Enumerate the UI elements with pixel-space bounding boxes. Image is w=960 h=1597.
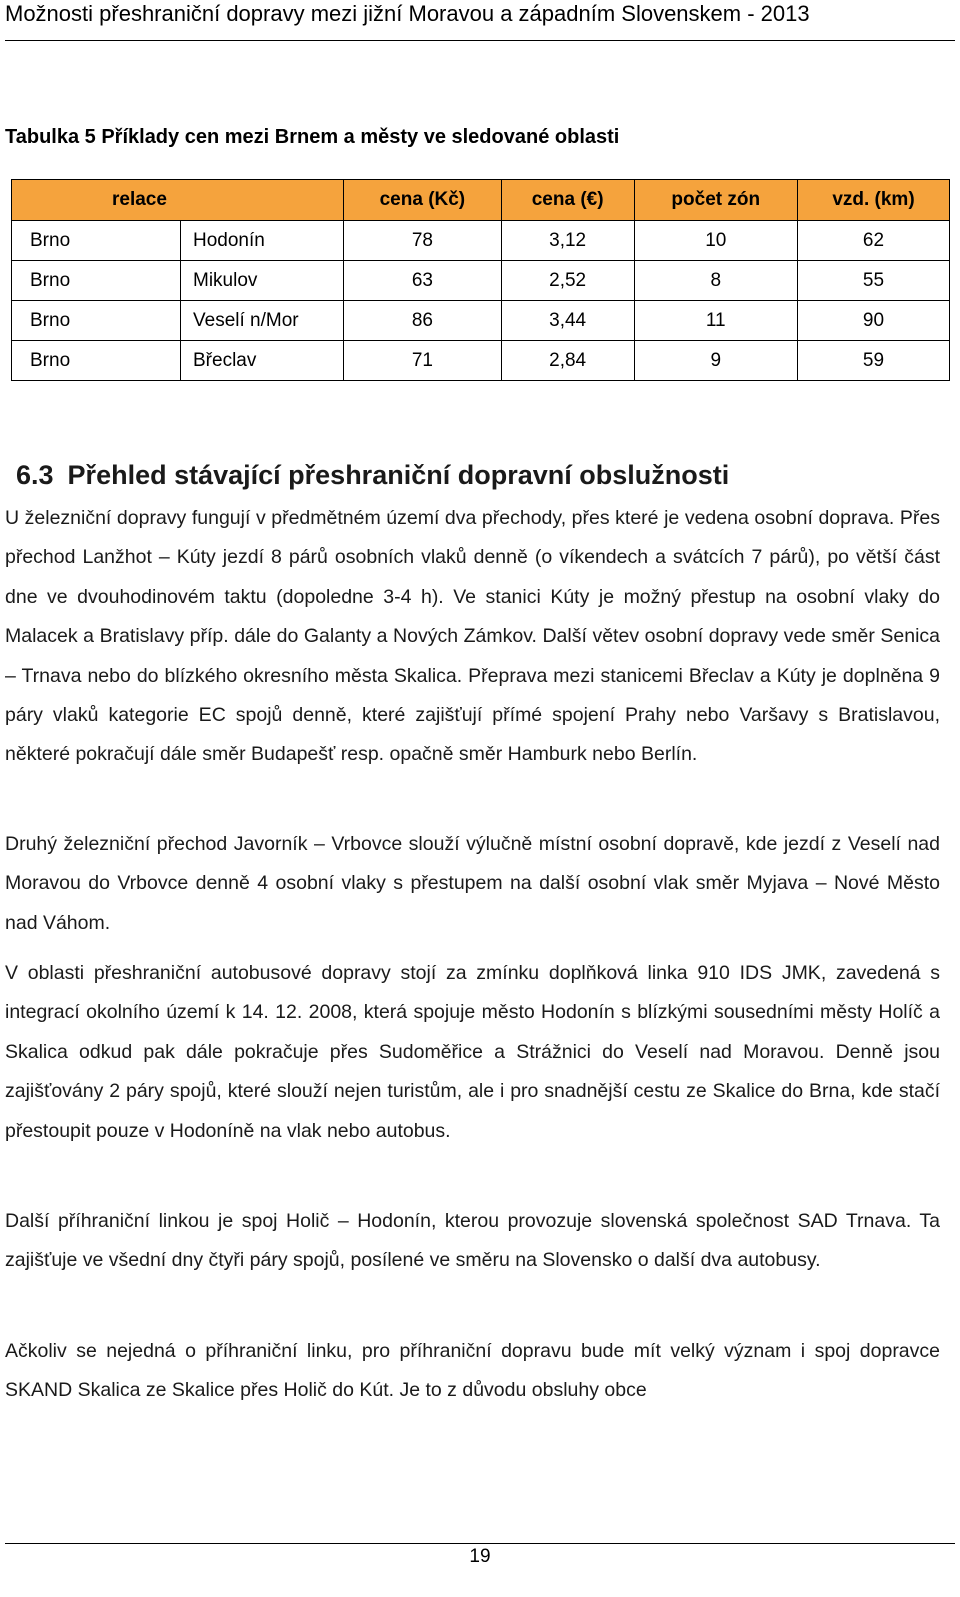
paragraph-holic-hodonin-line: Další příhraniční linkou je spoj Holič – Hodonín, kterou provozuje slovenská společnost SAD Trnava. Ta zajišťuje ve všední dny čtyři páry spojů, posílené ve směru na Slovensko o další dva autobusy. (5, 1210, 940, 1272)
cell-price-czk: 78 (344, 221, 502, 261)
paragraph-rail-crossings: U železniční dopravy fungují v předmětném území dva přechody, přes které je vedena osobní doprava. Přes přechod Lanžhot – Kúty jezdí 8 párů osobních vlaků denně (o víkendech a svátcích 7 párů), po větší část dne ve dvouhodinovém taktu (dopoledne 3-4 h). Ve stanici Kúty je možný přestup na osobní vlaky do Malacek a Bratislavy příp. dále do Galanty a Nových Zámkov. Další větev osobní dopravy vede směr Senica – Trnava nebo do blízkého okresního města Skalica. Přeprava mezi stanicemi Břeclav a Kúty je doplněna 9 páry vlaků kategorie EC spojů denně, které zajišťují přímé spojení Prahy nebo Varšavy s Bratislavou, některé pokračují dále směr Budapešť resp. opačně směr Hamburk nebo Berlín. (5, 507, 940, 766)
cell-distance: 90 (798, 301, 950, 341)
table-row (12, 301, 950, 341)
cell-origin: Brno (12, 301, 181, 341)
cell-destination: Břeclav (181, 341, 344, 381)
cell-price-eur: 2,52 (501, 261, 634, 301)
cell-price-eur: 3,12 (501, 221, 634, 261)
cell-origin: Brno (12, 261, 181, 301)
cell-price-eur: 3,44 (501, 301, 634, 341)
column-header-price-czk: cena (Kč) (344, 180, 502, 221)
cell-zones: 10 (634, 221, 797, 261)
section-title: Přehled stávající přeshraniční dopravní obslužnosti (67, 460, 730, 490)
cell-price-czk: 71 (344, 341, 502, 381)
column-header-zones: počet zón (634, 180, 797, 221)
cell-distance: 59 (798, 341, 950, 381)
cell-destination: Veselí n/Mor (181, 301, 344, 341)
header-divider (5, 40, 955, 41)
page-number: 19 (469, 1546, 491, 1567)
cell-destination: Mikulov (181, 261, 344, 301)
section-heading (16, 458, 729, 492)
section-number: 6.3 (16, 460, 54, 490)
column-header-price-eur: cena (€) (501, 180, 634, 221)
cell-price-czk: 86 (344, 301, 502, 341)
cell-origin: Brno (12, 221, 181, 261)
cell-destination: Hodonín (181, 221, 344, 261)
table-header-row (12, 180, 950, 221)
cell-zones: 9 (634, 341, 797, 381)
footer-divider (5, 1543, 955, 1544)
column-header-relace: relace (12, 180, 344, 221)
cell-distance: 62 (798, 221, 950, 261)
paragraph-skand-line: Ačkoliv se nejedná o příhraniční linku, pro příhraniční dopravu bude mít velký význam i spoj dopravce SKAND Skalica ze Skalice přes Holič do Kút. Je to z důvodu obsluhy obce (5, 1340, 940, 1402)
cell-zones: 11 (634, 301, 797, 341)
cell-distance: 55 (798, 261, 950, 301)
cell-price-czk: 63 (344, 261, 502, 301)
paragraph-javornik-crossing: Druhý železniční přechod Javorník – Vrbovce slouží výlučně místní osobní dopravě, kde jezdí z Veselí nad Moravou do Vrbovce denně 4 osobní vlaky s přestupem na další osobní vlak směr Myjava – Nové Město nad Váhom. (5, 833, 940, 934)
table-row (12, 221, 950, 261)
table-row (12, 341, 950, 381)
cell-origin: Brno (12, 341, 181, 381)
cell-zones: 8 (634, 261, 797, 301)
table-row (12, 261, 950, 301)
table-caption: Tabulka 5 Příklady cen mezi Brnem a městy ve sledované oblasti (5, 126, 620, 148)
column-header-distance: vzd. (km) (798, 180, 950, 221)
price-table (11, 179, 950, 381)
paragraph-bus-line-910: V oblasti přeshraniční autobusové dopravy stojí za zmínku doplňková linka 910 IDS JMK, zavedená s integrací okolního území k 14. 12. 2008, která spojuje město Hodonín s blízkými sousedními městy Holíč a Skalica odkud pak dále pokračuje přes Sudoměřice a Strážnici do Veselí nad Moravou. Denně jsou zajišťovány 2 páry spojů, které slouží nejen turistům, ale i pro snadnější cestu ze Skalice do Brna, kde stačí přestoupit pouze v Hodoníně na vlak nebo autobus. (5, 962, 940, 1142)
cell-price-eur: 2,84 (501, 341, 634, 381)
running-header: Možnosti přeshraniční dopravy mezi jižní Moravou a západním Slovenskem - 2013 (5, 1, 810, 26)
